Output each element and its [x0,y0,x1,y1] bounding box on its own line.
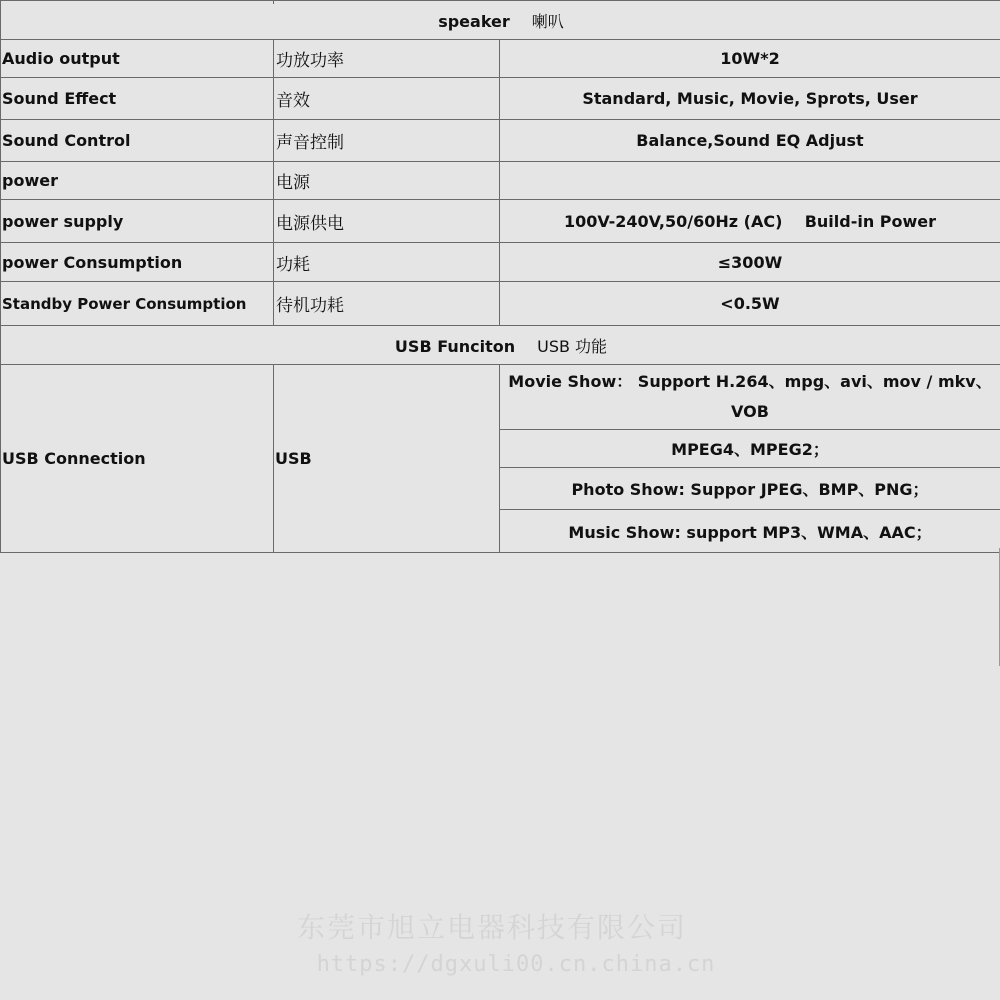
watermark-url: https://dgxuli00.cn.china.cn [316,952,716,977]
section-header-usb [1,326,1000,365]
spec-label-en: power supply [1,200,274,243]
spec-label-en: USB Connection [1,365,274,553]
watermark-company: 东莞市旭立电器科技有限公司 [296,911,687,944]
spec-label-en: power [1,162,274,200]
spec-label-cn: 声音控制 [274,120,500,162]
spec-label-en: Sound Effect [1,78,274,120]
section-header-cell [1,326,1000,365]
spec-value: Music Show: support MP3、WMA、AAC； [500,510,1000,553]
spec-label-en: power Consumption [1,243,274,282]
spec-label-en: Standby Power Consumption [1,282,274,326]
spec-value: MPEG4、MPEG2； [500,430,1000,468]
spec-label-cn: 功耗 [274,243,500,282]
table-row [1,40,1000,78]
spec-value [500,162,1000,200]
table-row [1,78,1000,120]
spec-value: Movie Show： Support H.264、mpg、avi、mov / mkv、VOB [500,365,1000,430]
table-row [1,282,1000,326]
section-header-speaker [1,1,1000,40]
table-row [1,162,1000,200]
spec-value: 100V-240V,50/60Hz (AC) Build-in Power [500,200,1000,243]
spec-label-cn: 电源供电 [274,200,500,243]
section-header-cell [1,1,1000,40]
table-row [1,120,1000,162]
spec-label-cn: USB [274,365,500,553]
spec-value: Standard, Music, Movie, Sprots, User [500,78,1000,120]
table-row [1,243,1000,282]
spec-label-cn: 待机功耗 [274,282,500,326]
spec-value: <0.5W [500,282,1000,326]
section-title-en: speaker [438,11,510,31]
section-title-en: USB Funciton [394,336,516,356]
table-row [1,365,1000,430]
spec-label-cn: 功放功率 [274,40,500,78]
spec-label-en: Sound Control [1,120,274,162]
spec-label-en: Audio output [1,40,274,78]
spec-value: Photo Show: Suppor JPEG、BMP、PNG； [500,468,1000,510]
section-title-cn: USB 功能 [537,336,608,356]
spec-value: Balance,Sound EQ Adjust [500,120,1000,162]
spec-label-cn: 音效 [274,78,500,120]
section-title-cn: 喇叭 [531,11,564,31]
table-row [1,200,1000,243]
spec-value: 10W*2 [500,40,1000,78]
spec-value: ≤300W [500,243,1000,282]
spec-label-cn: 电源 [274,162,500,200]
